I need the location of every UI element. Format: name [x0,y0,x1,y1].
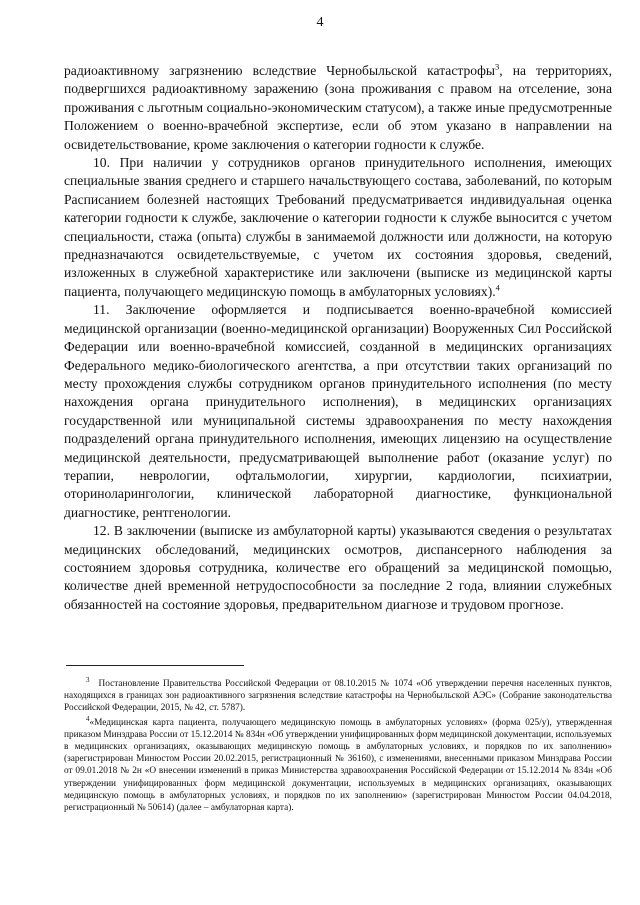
paragraph-continuation [64,62,612,154]
paragraph-text: радиоактивному загрязнению вследствие Чернобыльской катастрофы [64,63,496,78]
paragraph-11 [64,301,612,522]
page-number: 4 [316,15,324,30]
footnote-reference[interactable]: 4 [495,282,500,293]
footnote-separator [66,665,244,666]
footnote-4 [64,714,612,815]
footnote-mark: 3 [86,675,90,684]
footnote-3 [64,675,612,715]
paragraph-text: 10. При наличии у сотрудников органов принудительного исполнения, имеющих специальные звания среднего и старшего начальствующего состава, заболеваний, по которым Расписанием болезней настоящих Требований предусматривается индивидуальная оценка категории годности к службе, заключение о категории годности к службе выносится с учетом специальности, стажа (опыта) службы в занимаемой должности или должности, на которую предназначаются освидетельствуемые, с учетом их состояния здоровья, сведений, изложенных в служебной характеристике или заключени (выписке из медицинской карты пациента, получающего медицинскую помощь в амбулаторных условиях). [64,155,612,299]
footnote-reference[interactable]: 3 [495,61,500,72]
footnotes-section [64,675,612,816]
paragraph-text: 11. Заключение оформляется и подписывается военно-врачебной комиссией медицинской организации (военно-медицинской организации) Вооруженных Сил Российской Федерации или военно-врачебной комиссией, созданной в медицинских организациях Федерального медико-биологического агентства, а при отсутствии таких организаций по месту прохождения службы сотрудником органов принудительного исполнения (по месту нахождения органа принудительного исполнения), в медицинских организациях государственной или муниципальной системы здравоохранения по месту нахождения подразделений органа принудительного исполнения, имеющих лицензию на осуществление медицинской деятельности, предусматривающей выполнение работ (оказание услуг) по терапии, неврологии, офтальмологии, хирургии, кардиологии, психиатрии, оториноларингологии, клинической лабораторной диагностике, функциональной диагностике, рентгенологии. [64,302,612,520]
footnote-mark: 4 [86,714,90,723]
paragraph-10 [64,154,612,301]
footnote-text: «Медицинская карта пациента, получающего медицинскую помощь в амбулаторных условиях» (форма 025/у), утвержденная приказом Минздрава России от 15.12.2014 № 834н «Об утверждении унифицированных форм медицинской документации, используемых в медицинских организациях, оказывающих медицинскую помощь в амбулаторных условиях, и порядков по их заполнению» (зарегистрирован Минюстом России 20.02.2015, регистрационный № 36160), с изменениями, внесенными приказом Минздрава России от 09.01.2018 № 2н «О внесении изменений в приказ Министерства здравоохранения Российской Федерации от 15.12.2014 № 834н «Об утверждении унифицированных форм медицинской документации, используемых в медицинских организациях, оказывающих медицинскую помощь в амбулаторных условиях, и порядков по их заполнению» (зарегистрирован Минюстом России 04.04.2018, регистрационный № 50614) (далее – амбулаторная карта). [64,717,612,814]
paragraph-12 [64,522,612,614]
paragraph-text: 12. В заключении (выписке из амбулаторной карты) указываются сведения о результатах медицинских обследований, медицинских осмотров, диспансерного наблюдения за состоянием здоровья сотрудника, количестве его обращений за медицинской помощью, количестве дней временной нетрудоспособности за последние 2 года, влиянии служебных обязанностей на состояние здоровья, предварительном диагнозе и трудовом прогнозе. [64,523,612,612]
main-text [64,62,612,614]
paragraph-text-continued: , на территориях, подвергшихся радиоактивному заражению (зона проживания с правом на отселение, зона проживания с льготным социально-экономическим статусом), а также иные предусмотренные Положением о военно-врачебной экспертизе, если об этом указано в направлении на освидетельствование, кроме заключения о категории годности к службе. [64,63,612,152]
footnote-text: Постановление Правительства Российской Федерации от 08.10.2015 № 1074 «Об утверждении перечня населенных пунктов, находящихся в границах зон радиоактивного загрязнения вследствие катастрофы на Чернобыльской АЭС» (Собрание законодательства Российской Федерации, 2015, № 42, ст. 5787). [64,679,612,714]
